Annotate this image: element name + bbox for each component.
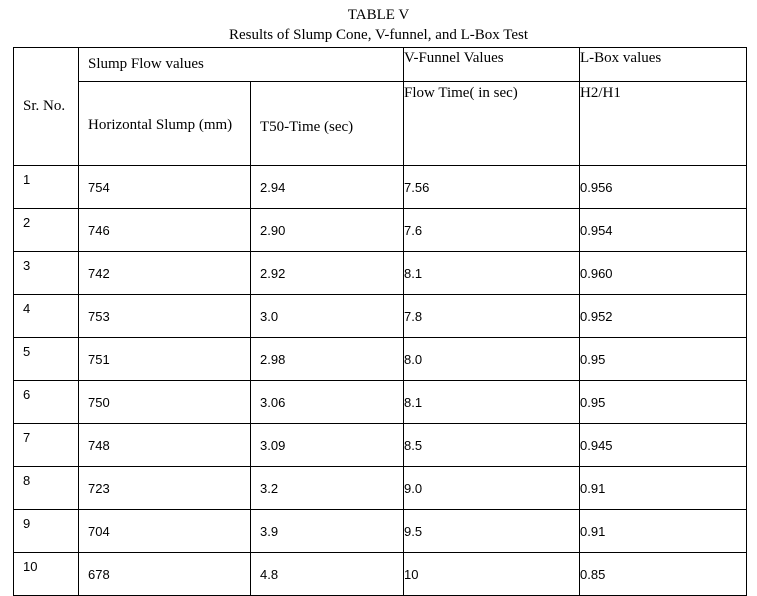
cell-horizontal-slump: 723 xyxy=(79,467,251,510)
cell-h2h1: 0.945 xyxy=(580,424,747,467)
cell-h2h1: 0.95 xyxy=(580,381,747,424)
cell-t50-time: 3.06 xyxy=(251,381,404,424)
table-row xyxy=(14,252,747,295)
header-horizontal-slump: Horizontal Slump (mm) xyxy=(79,82,251,166)
cell-horizontal-slump: 753 xyxy=(79,295,251,338)
cell-flow-time: 7.8 xyxy=(404,295,580,338)
cell-flow-time: 9.0 xyxy=(404,467,580,510)
header-t50-time: T50-Time (sec) xyxy=(251,82,404,166)
table-row xyxy=(14,424,747,467)
cell-flow-time: 9.5 xyxy=(404,510,580,553)
header-sr-no: Sr. No. xyxy=(14,48,79,166)
cell-t50-time: 2.90 xyxy=(251,209,404,252)
cell-sr-no: 9 xyxy=(14,510,79,553)
header-row-sub xyxy=(14,82,747,166)
cell-sr-no: 1 xyxy=(14,166,79,209)
cell-horizontal-slump: 754 xyxy=(79,166,251,209)
table-row xyxy=(14,467,747,510)
table-row xyxy=(14,338,747,381)
cell-sr-no: 5 xyxy=(14,338,79,381)
table-title: TABLE V xyxy=(347,7,410,23)
table-row xyxy=(14,510,747,553)
cell-h2h1: 0.91 xyxy=(580,510,747,553)
table-row xyxy=(14,209,747,252)
cell-h2h1: 0.956 xyxy=(580,166,747,209)
cell-t50-time: 4.8 xyxy=(251,553,404,596)
cell-t50-time: 3.2 xyxy=(251,467,404,510)
cell-flow-time: 7.56 xyxy=(404,166,580,209)
cell-horizontal-slump: 750 xyxy=(79,381,251,424)
cell-sr-no: 4 xyxy=(14,295,79,338)
cell-h2h1: 0.91 xyxy=(580,467,747,510)
header-row-group xyxy=(14,48,747,82)
cell-sr-no: 2 xyxy=(14,209,79,252)
cell-flow-time: 7.6 xyxy=(404,209,580,252)
cell-t50-time: 2.94 xyxy=(251,166,404,209)
cell-t50-time: 3.09 xyxy=(251,424,404,467)
table-row xyxy=(14,166,747,209)
results-table xyxy=(13,47,747,596)
table-subtitle: Results of Slump Cone, V-funnel, and L-Box Test xyxy=(228,27,529,43)
table-row xyxy=(14,381,747,424)
cell-h2h1: 0.960 xyxy=(580,252,747,295)
cell-sr-no: 8 xyxy=(14,467,79,510)
header-l-box: L-Box values xyxy=(580,48,747,82)
cell-t50-time: 3.0 xyxy=(251,295,404,338)
header-slump-flow: Slump Flow values xyxy=(79,48,404,82)
cell-horizontal-slump: 678 xyxy=(79,553,251,596)
cell-sr-no: 3 xyxy=(14,252,79,295)
header-flow-time: Flow Time( in sec) xyxy=(404,82,580,166)
cell-t50-time: 2.92 xyxy=(251,252,404,295)
cell-flow-time: 10 xyxy=(404,553,580,596)
cell-t50-time: 3.9 xyxy=(251,510,404,553)
cell-h2h1: 0.954 xyxy=(580,209,747,252)
table-row xyxy=(14,295,747,338)
cell-horizontal-slump: 748 xyxy=(79,424,251,467)
cell-sr-no: 6 xyxy=(14,381,79,424)
cell-h2h1: 0.85 xyxy=(580,553,747,596)
cell-h2h1: 0.95 xyxy=(580,338,747,381)
cell-t50-time: 2.98 xyxy=(251,338,404,381)
cell-h2h1: 0.952 xyxy=(580,295,747,338)
cell-horizontal-slump: 751 xyxy=(79,338,251,381)
cell-horizontal-slump: 704 xyxy=(79,510,251,553)
header-h2h1: H2/H1 xyxy=(580,82,747,166)
header-v-funnel: V-Funnel Values xyxy=(404,48,580,82)
cell-horizontal-slump: 746 xyxy=(79,209,251,252)
cell-flow-time: 8.1 xyxy=(404,381,580,424)
cell-flow-time: 8.5 xyxy=(404,424,580,467)
cell-sr-no: 7 xyxy=(14,424,79,467)
cell-flow-time: 8.0 xyxy=(404,338,580,381)
cell-horizontal-slump: 742 xyxy=(79,252,251,295)
cell-flow-time: 8.1 xyxy=(404,252,580,295)
table-row xyxy=(14,553,747,596)
cell-sr-no: 10 xyxy=(14,553,79,596)
